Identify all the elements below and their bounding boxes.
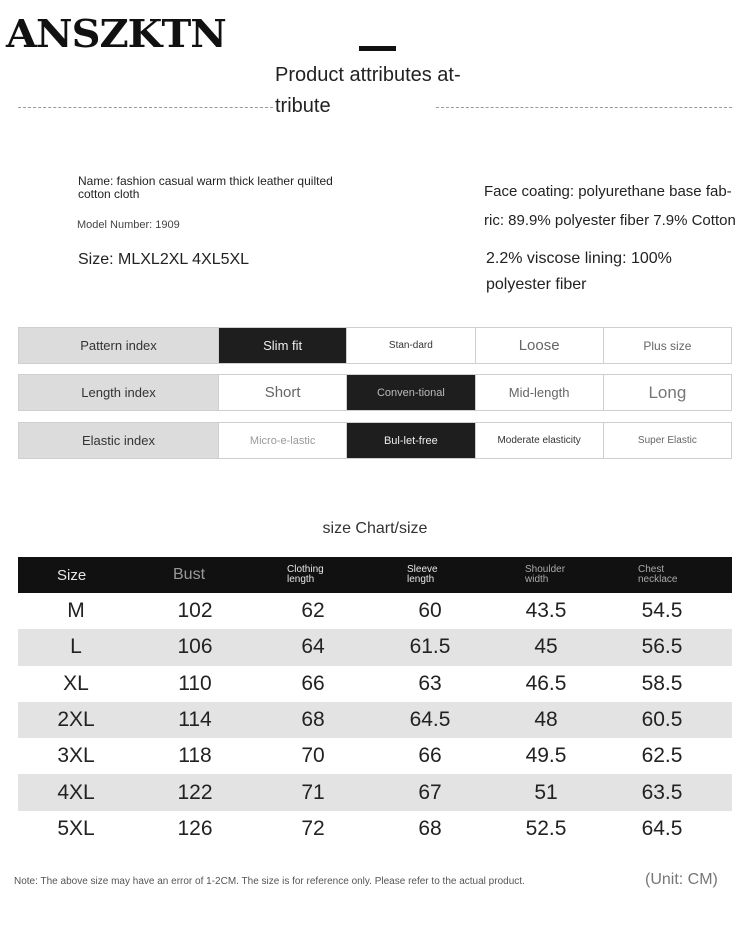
table-cell: 67 <box>418 780 442 804</box>
pattern-option-plus-size: Plus size <box>643 338 692 353</box>
pattern-index-label: Pattern index <box>19 328 219 363</box>
table-cell: 5XL <box>57 816 95 840</box>
table-cell: M <box>67 599 85 623</box>
table-cell: 62 <box>301 599 325 623</box>
pattern-option-loose: Loose <box>476 328 604 363</box>
pattern-index-row <box>18 327 732 364</box>
table-cell: 43.5 <box>525 599 567 623</box>
length-option-long: Long <box>648 382 687 402</box>
header-chest-necklace: Chest necklace <box>638 564 678 585</box>
table-cell: 61.5 <box>409 635 451 659</box>
title-accent-bar <box>359 46 396 51</box>
table-cell: 62.5 <box>641 744 683 768</box>
table-cell: 126 <box>177 816 213 840</box>
elastic-option-micro-elastic: Micro-e-lastic <box>219 423 347 458</box>
table-row <box>18 774 732 810</box>
table-cell: 45 <box>534 635 558 659</box>
table-cell: 64.5 <box>641 816 683 840</box>
header-size: Size <box>57 566 87 584</box>
elastic-option-bullet-free: Bul-let-free <box>347 423 475 458</box>
table-cell: 46.5 <box>525 671 567 695</box>
length-index-row <box>18 374 732 411</box>
divider-left <box>18 107 273 108</box>
table-cell: 102 <box>177 599 213 623</box>
table-cell: 110 <box>178 671 212 695</box>
table-cell: 48 <box>534 708 558 732</box>
table-cell: 63.5 <box>641 780 683 804</box>
attr-size: Size: MLXL2XL 4XL5XL <box>78 251 250 268</box>
size-chart-title: size Chart/size <box>322 520 428 537</box>
attr-model-number: Model Number: 1909 <box>77 219 180 231</box>
table-cell: 64.5 <box>409 708 451 732</box>
length-index-label: Length index <box>19 375 219 410</box>
table-cell: 114 <box>178 708 212 732</box>
length-option-short: Short <box>219 375 347 410</box>
table-cell: 122 <box>177 780 213 804</box>
unit-label: (Unit: CM) <box>645 871 718 888</box>
header-sleeve-length: Sleeve length <box>407 564 438 585</box>
brand-logo: ANSZKTN <box>6 12 226 57</box>
table-cell: 60.5 <box>641 708 683 732</box>
attr-face-coating: Face coating: polyurethane base fab-ric: 89.9% polyester fiber 7.9% Cotton <box>484 183 736 229</box>
size-chart-table <box>18 557 732 847</box>
table-cell: 52.5 <box>525 816 567 840</box>
header-clothing-length: Clothing length <box>287 564 324 585</box>
table-cell: L <box>70 635 82 659</box>
size-chart-body <box>18 593 732 847</box>
elastic-index-row <box>18 422 732 459</box>
header-shoulder-width: Shoulder width <box>525 564 566 585</box>
table-row <box>18 811 732 847</box>
table-cell: 70 <box>301 744 325 768</box>
table-cell: 49.5 <box>525 744 567 768</box>
table-row <box>18 666 732 702</box>
length-option-mid-length: Mid-length <box>476 375 604 410</box>
elastic-option-super-elastic: Super Elastic <box>637 434 697 446</box>
table-cell: 118 <box>178 744 212 768</box>
table-cell: 68 <box>301 708 325 732</box>
table-cell: 66 <box>301 671 325 695</box>
table-cell: 60 <box>418 599 442 623</box>
table-cell: 58.5 <box>641 671 683 695</box>
table-row <box>18 629 732 665</box>
section-title: Product attributes at-tribute <box>275 64 461 117</box>
table-row <box>18 702 732 738</box>
attr-lining: 2.2% viscose lining: 100% polyester fiber <box>486 250 672 293</box>
table-cell: 66 <box>418 744 442 768</box>
header-bust: Bust <box>173 566 206 583</box>
size-note: Note: The above size may have an error of 1-2CM. The size is for reference only. Please refer to the actual product. <box>14 876 525 887</box>
table-cell: XL <box>63 671 89 695</box>
elastic-option-moderate: Moderate elasticity <box>476 423 604 458</box>
elastic-index-label: Elastic index <box>19 423 219 458</box>
table-cell: 72 <box>301 816 325 840</box>
table-cell: 3XL <box>57 744 95 768</box>
table-cell: 4XL <box>57 780 95 804</box>
size-chart-header <box>18 557 732 593</box>
table-row <box>18 593 732 629</box>
table-cell: 56.5 <box>641 635 683 659</box>
table-cell: 54.5 <box>641 599 683 623</box>
attr-name: Name: fashion casual warm thick leather quilted cotton cloth <box>78 174 333 201</box>
pattern-option-standard: Stan-dard <box>347 328 475 363</box>
table-cell: 71 <box>301 780 325 804</box>
table-cell: 63 <box>418 671 442 695</box>
table-cell: 68 <box>418 816 442 840</box>
table-cell: 51 <box>534 780 558 804</box>
divider-right <box>436 107 732 108</box>
table-cell: 106 <box>177 635 213 659</box>
table-cell: 2XL <box>57 708 95 732</box>
pattern-option-slim-fit: Slim fit <box>219 328 347 363</box>
table-cell: 64 <box>301 635 325 659</box>
table-row <box>18 738 732 774</box>
length-option-conventional: Conven-tional <box>347 375 475 410</box>
